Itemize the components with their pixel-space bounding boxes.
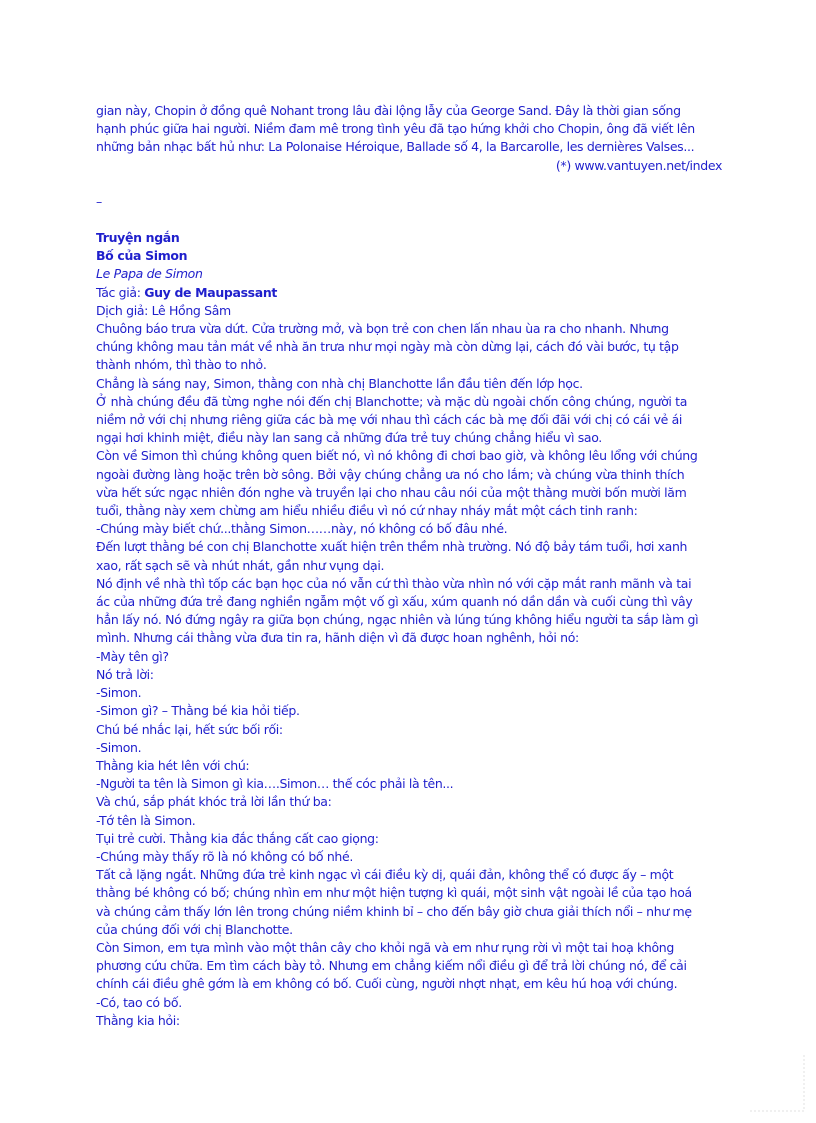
page-corner-mark <box>746 1053 806 1113</box>
story-line: Và chú, sắp phát khóc trả lời lần thứ ba: <box>96 794 332 810</box>
story-line: Thằng kia hỏi: <box>96 1012 180 1028</box>
story-line: Còn Simon, em tựa mình vào một thân cây cho khỏi ngã và em như rụng rời vì một tai hoạ không <box>96 939 674 955</box>
story-body <box>96 320 722 1030</box>
story-line: -Chúng mày thấy rõ là nó không có bố nhé. <box>96 848 353 864</box>
story-header <box>96 229 722 320</box>
story-line: -Người ta tên là Simon gì kia….Simon… thế cóc phải là tên... <box>96 776 454 792</box>
story-line: Ở nhà chúng đều đã từng nghe nói đến chị Blanchotte; và mặc dù ngoài chốn công chúng, người ta <box>96 393 688 409</box>
story-line: ngại hơi khinh miệt, điều này lan sang cả những đứa trẻ tuy chúng chẳng hiểu vì sao. <box>96 430 602 446</box>
story-line: ác của những đứa trẻ đang nghiền ngẫm một vố gì xấu, xúm quanh nó dần dần và cuối cùng thì vây <box>96 594 693 610</box>
story-line: Chẳng là sáng nay, Simon, thằng con nhà chị Blanchotte lần đầu tiên đến lớp học. <box>96 375 583 391</box>
story-line: -Tớ tên là Simon. <box>96 812 196 828</box>
story-line: -Mày tên gì? <box>96 648 169 664</box>
genre-label: Truyện ngắn <box>96 230 180 246</box>
story-line: mình. Nhưng cái thằng vừa đưa tin ra, hãnh diện vì đã được hoan nghênh, hỏi nó: <box>96 630 579 646</box>
story-line: -Simon gì? – Thằng bé kia hỏi tiếp. <box>96 703 300 719</box>
source-note[interactable] <box>96 157 722 175</box>
story-line: ngoài đường làng hoặc trên bờ sông. Bởi vậy chúng chẳng ưa nó cho lắm; và chúng vừa thinh thích <box>96 466 685 482</box>
story-line: -Simon. <box>96 739 142 755</box>
story-line: của chúng đối với chị Blanchotte. <box>96 921 293 937</box>
story-line: -Có, tao có bố. <box>96 994 182 1010</box>
story-line: Tụi trẻ cười. Thằng kia đắc thắng cất cao giọng: <box>96 830 379 846</box>
story-line: chúng không mau tản mát về nhà ăn trưa như mọi ngày mà còn dừng lại, cách đó vài bước, tụ tập <box>96 339 679 355</box>
author-line <box>96 284 722 302</box>
intro-line: hạnh phúc giữa hai người. Niềm đam mê trong tình yêu đã tạo hứng khởi cho Chopin, ông đã viết lên <box>96 121 695 137</box>
original-title: Le Papa de Simon <box>96 266 203 282</box>
dash-mark: – <box>96 193 102 209</box>
story-line: Tất cả lặng ngắt. Những đứa trẻ kinh ngạc vì cái điều kỳ dị, quái đản, không thể có được ấy – một <box>96 867 674 883</box>
story-line: Đến lượt thằng bé con chị Blanchotte xuất hiện trên thềm nhà trường. Nó độ bảy tám tuổi, hơi xanh <box>96 539 688 555</box>
story-line: và chúng cảm thấy lớn lên trong chúng niềm khinh bỉ – cho đến bây giờ chưa giải thích nổi – như mẹ <box>96 903 692 919</box>
story-line: Nó định về nhà thì tốp các bạn học của nó vẫn cứ thì thào vừa nhìn nó với cặp mắt ranh mãnh và tai <box>96 575 692 591</box>
story-line: chính cái điều ghê gớm là em không có bố. Cuối cùng, người nhợt nhạt, em kêu hú hoạ với chúng. <box>96 976 678 992</box>
story-line: phương cứu chữa. Em tìm cách bày tỏ. Nhưng em chẳng kiếm nổi điều gì để trả lời chúng nó, để cải <box>96 958 687 974</box>
source-link[interactable]: (*) www.vantuyen.net/index <box>555 157 722 173</box>
story-line: Chuông báo trưa vừa dứt. Cửa trường mở, và bọn trẻ con chen lấn nhau ùa ra cho nhanh. Nhưng <box>96 321 669 337</box>
story-line: Nó trả lời: <box>96 666 154 682</box>
document-page <box>96 102 722 1030</box>
spacer <box>96 175 722 193</box>
story-line: xao, rất sạch sẽ và nhút nhát, gần như vụng dại. <box>96 557 385 573</box>
story-line: hẳn lấy nó. Nó đứng ngây ra giữa bọn chúng, ngạc nhiên và lúng túng không hiểu người ta sắp làm gì <box>96 612 699 628</box>
intro-line: những bản nhạc bất hủ như: La Polonaise Héroique, Ballade số 4, la Barcarolle, les dernières Valses... <box>96 139 695 155</box>
intro-paragraph <box>96 102 722 157</box>
author-label: Tác giả: <box>96 284 145 300</box>
story-line: Chú bé nhắc lại, hết sức bối rối: <box>96 721 283 737</box>
story-title: Bố của Simon <box>96 248 188 264</box>
spacer <box>96 211 722 229</box>
story-line: -Simon. <box>96 685 142 701</box>
translator-line: Dịch giả: Lê Hồng Sâm <box>96 302 231 318</box>
story-line: vừa hết sức ngạc nhiên đón nghe và truyền lại cho nhau câu nói của một thằng mười bốn mười lăm <box>96 484 687 500</box>
story-line: -Chúng mày biết chứ...thằng Simon……này, nó không có bố đâu nhé. <box>96 521 508 537</box>
story-line: niềm nở với chị nhưng riêng giữa các bà mẹ với nhau thì cách các bà mẹ đối đãi với chị có cái vẻ ái <box>96 412 683 428</box>
intro-line: gian này, Chopin ở đồng quê Nohant trong lâu đài lộng lẫy của George Sand. Đây là thời gian sống <box>96 103 681 118</box>
story-line: Còn về Simon thì chúng không quen biết nó, vì nó không đi chơi bao giờ, và không lêu lổng với chúng <box>96 448 698 464</box>
story-line: tuổi, thằng này xem chừng am hiểu nhiều điều vì nó cứ nhay nháy mắt một cách tinh ranh: <box>96 503 638 519</box>
story-line: thành nhóm, thì thào to nhỏ. <box>96 357 267 373</box>
story-line: Thằng kia hét lên với chú: <box>96 757 250 773</box>
story-line: thằng bé không có bố; chúng nhìn em như một hiện tượng kì quái, một sinh vật ngoài lề của tạo hoá <box>96 885 692 901</box>
author-name: Guy de Maupassant <box>144 284 278 300</box>
